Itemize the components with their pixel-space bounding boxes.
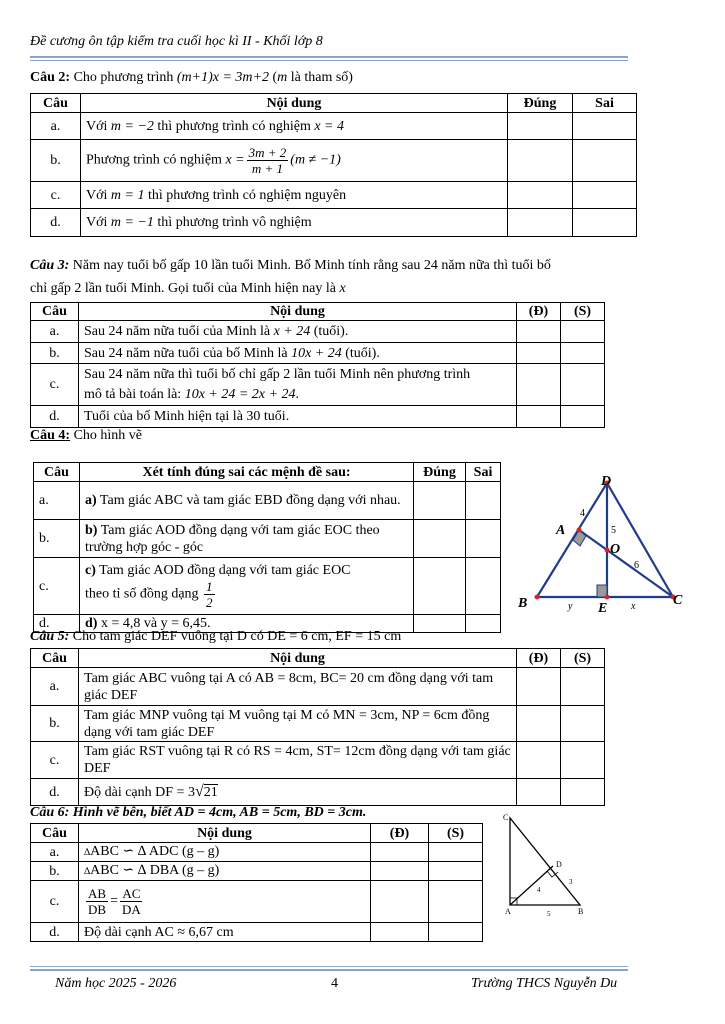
q5-label: Câu 5: bbox=[30, 629, 70, 644]
answer-cell-sai[interactable] bbox=[561, 343, 605, 364]
row-content: $\frac{AB}{DB}$ = $\frac{AC}{DA}$ bbox=[79, 881, 371, 923]
answer-cell-dung[interactable] bbox=[414, 520, 466, 558]
answer-cell-sai[interactable] bbox=[466, 615, 501, 633]
footer-rule-thin bbox=[30, 966, 628, 967]
answer-cell-sai[interactable] bbox=[561, 406, 605, 428]
row-content: Sau 24 năm nữa thì tuổi bố chỉ gấp 2 lần tuổi Minh nên phương trình mô tả bài toán là: 10x + 24 = 2x + 24. bbox=[79, 364, 517, 406]
row-content: Tam giác MNP vuông tại M vuông tại M có MN = 3cm, NP = 6cm đồng dạng với tam giác DEF bbox=[79, 706, 517, 742]
table-row bbox=[31, 862, 483, 881]
q4-prompt bbox=[30, 428, 142, 444]
answer-cell-sai[interactable] bbox=[561, 321, 605, 343]
row-id: d. bbox=[31, 406, 79, 428]
answer-cell-dung[interactable] bbox=[508, 209, 573, 237]
answer-cell-dung[interactable] bbox=[508, 140, 573, 182]
answer-cell-sai[interactable] bbox=[573, 209, 637, 237]
table-row bbox=[34, 482, 501, 520]
answer-cell-sai[interactable] bbox=[573, 182, 637, 209]
q3-line2: chỉ gấp 2 lần tuổi Minh. Gọi tuổi của Minh hiện nay là bbox=[30, 281, 337, 296]
table-row bbox=[31, 364, 605, 406]
answer-cell-sai[interactable] bbox=[561, 668, 605, 706]
q6-header-row bbox=[31, 824, 483, 843]
col-cau: Câu bbox=[31, 303, 79, 321]
side-5: 5 bbox=[547, 910, 551, 918]
row-id: d. bbox=[31, 209, 81, 237]
fraction: $\frac{3m + 2}{m + 1}$ bbox=[248, 145, 287, 176]
row-id: b. bbox=[34, 520, 80, 558]
q3-var: x bbox=[339, 281, 346, 296]
row-id: a. bbox=[31, 321, 79, 343]
row-content: d) x = 4,8 và y = 6,45. bbox=[80, 615, 414, 633]
row-id: d. bbox=[31, 779, 79, 806]
table-row bbox=[31, 779, 605, 806]
col-sai: Sai bbox=[466, 463, 501, 482]
answer-cell-sai[interactable] bbox=[561, 364, 605, 406]
answer-cell-sai[interactable] bbox=[429, 881, 483, 923]
col-sai: (S) bbox=[429, 824, 483, 843]
row-content: Độ dài cạnh AC ≈ 6,67 cm bbox=[79, 923, 371, 942]
footer-rule bbox=[30, 969, 628, 971]
q6-text: Hình vẽ bên, biết AD = 4cm, AB = 5cm, BD = 3cm. bbox=[72, 805, 367, 820]
answer-cell-dung[interactable] bbox=[517, 364, 561, 406]
q4-figure bbox=[510, 470, 690, 620]
col-cau: Câu bbox=[31, 824, 79, 843]
answer-cell-dung[interactable] bbox=[517, 406, 561, 428]
side-y: y bbox=[568, 601, 573, 612]
row-id: b. bbox=[31, 343, 79, 364]
side-4: 4 bbox=[580, 508, 585, 519]
answer-cell-dung[interactable] bbox=[517, 343, 561, 364]
col-cau: Câu bbox=[34, 463, 80, 482]
q4-table bbox=[33, 462, 501, 633]
footer-year: Năm học 2025 - 2026 bbox=[55, 976, 177, 991]
row-content: b) Tam giác AOD đồng dạng với tam giác EOC theo trường hợp góc - góc bbox=[80, 520, 414, 558]
side-4: 4 bbox=[537, 886, 541, 894]
answer-cell-dung[interactable] bbox=[371, 843, 429, 862]
row-id: a. bbox=[31, 113, 81, 140]
table-row bbox=[34, 520, 501, 558]
side-6: 6 bbox=[634, 560, 639, 571]
q2-table bbox=[30, 93, 637, 237]
q2-equation: (m+1)x = 3m+2 bbox=[176, 70, 269, 85]
row-id: a. bbox=[31, 668, 79, 706]
q3-table bbox=[30, 302, 605, 428]
q6-prompt bbox=[30, 805, 366, 821]
row-content: Tuổi của bố Minh hiện tại là 30 tuổi. bbox=[79, 406, 517, 428]
row-content: Với m = −2 thì phương trình có nghiệm x = 4 bbox=[81, 113, 508, 140]
q6-label: Câu 6: bbox=[30, 805, 70, 820]
col-dung: (Đ) bbox=[517, 649, 561, 668]
col-noi-dung: Nội dung bbox=[81, 94, 508, 113]
row-content: c) Tam giác AOD đồng dạng với tam giác EOC theo tỉ số đồng dạng $\frac{1}{2}$ bbox=[80, 558, 414, 615]
label-C: C bbox=[673, 593, 683, 608]
q5-prompt bbox=[30, 629, 401, 645]
label-A: A bbox=[556, 523, 566, 538]
answer-cell-dung[interactable] bbox=[414, 482, 466, 520]
col-noi-dung: Xét tính đúng sai các mệnh đề sau: bbox=[80, 463, 414, 482]
q2-paren: ( bbox=[272, 70, 278, 85]
answer-cell-sai[interactable] bbox=[561, 742, 605, 779]
q2-header-row bbox=[31, 94, 637, 113]
answer-cell-sai[interactable] bbox=[466, 482, 501, 520]
row-id: c. bbox=[31, 742, 79, 779]
side-3: 3 bbox=[569, 878, 573, 886]
label-D: D bbox=[556, 860, 562, 869]
row-id: a. bbox=[31, 843, 79, 862]
row-id: b. bbox=[31, 706, 79, 742]
row-id: a. bbox=[34, 482, 80, 520]
row-id: b. bbox=[31, 862, 79, 881]
col-noi-dung: Nội dung bbox=[79, 303, 517, 321]
footer-school: Trường THCS Nguyễn Du bbox=[471, 976, 618, 991]
label-B: B bbox=[578, 907, 584, 916]
table-row bbox=[34, 558, 501, 615]
q3-header-row bbox=[31, 303, 605, 321]
q4-label: Câu 4: bbox=[30, 428, 71, 443]
page-number: 4 bbox=[331, 976, 338, 991]
table-row bbox=[31, 742, 605, 779]
answer-cell-sai[interactable] bbox=[429, 843, 483, 862]
label-A: A bbox=[505, 907, 511, 916]
q2-prompt bbox=[30, 70, 353, 86]
row-id: c. bbox=[34, 558, 80, 615]
q5-header-row bbox=[31, 649, 605, 668]
answer-cell-sai[interactable] bbox=[573, 140, 637, 182]
row-id: b. bbox=[31, 140, 81, 182]
q6-figure bbox=[495, 810, 595, 920]
label-C: C bbox=[503, 813, 509, 822]
answer-cell-dung[interactable] bbox=[517, 668, 561, 706]
q4-text: Cho hình vẽ bbox=[73, 428, 143, 443]
col-dung: Đúng bbox=[508, 94, 573, 113]
fraction: $\frac{AB}{DB}$ bbox=[88, 886, 107, 917]
answer-cell-dung[interactable] bbox=[371, 862, 429, 881]
row-content: Độ dài cạnh DF = 3√21 bbox=[79, 779, 517, 806]
answer-cell-sai[interactable] bbox=[573, 113, 637, 140]
label-O: O bbox=[610, 542, 621, 557]
label-B: B bbox=[518, 596, 528, 611]
row-content: Sau 24 năm nữa tuổi của bố Minh là 10x + 24 (tuổi). bbox=[79, 343, 517, 364]
col-dung: (Đ) bbox=[371, 824, 429, 843]
row-id: c. bbox=[31, 881, 79, 923]
label-D: D bbox=[601, 474, 612, 489]
table-row bbox=[31, 343, 605, 364]
table-row bbox=[31, 140, 637, 182]
row-content: ∆ABC ∽ ∆ DBA (g – g) bbox=[79, 862, 371, 881]
answer-cell-dung[interactable] bbox=[517, 779, 561, 806]
side-5: 5 bbox=[611, 525, 616, 536]
row-id: d. bbox=[34, 615, 80, 633]
col-dung: (Đ) bbox=[517, 303, 561, 321]
table-row bbox=[31, 182, 637, 209]
col-noi-dung: Nội dung bbox=[79, 649, 517, 668]
table-row bbox=[31, 668, 605, 706]
col-cau: Câu bbox=[31, 649, 79, 668]
header-title: Đề cương ôn tập kiểm tra cuối học kì II - Khối lớp 8 bbox=[30, 34, 323, 49]
answer-cell-dung[interactable] bbox=[517, 706, 561, 742]
q3-prompt bbox=[30, 258, 551, 274]
q2-label: Câu 2: bbox=[30, 70, 71, 85]
q3-label: Câu 3: bbox=[30, 258, 70, 273]
answer-cell-dung[interactable] bbox=[371, 881, 429, 923]
row-content: Tam giác RST vuông tại R có RS = 4cm, ST= 12cm đồng dạng với tam giác DEF bbox=[79, 742, 517, 779]
answer-cell-sai[interactable] bbox=[429, 923, 483, 942]
row-id: c. bbox=[31, 182, 81, 209]
row-id: d. bbox=[31, 923, 79, 942]
q6-table bbox=[30, 823, 483, 942]
answer-cell-dung[interactable] bbox=[517, 321, 561, 343]
answer-cell-sai[interactable] bbox=[466, 558, 501, 615]
q2-text: Cho phương trình bbox=[73, 70, 174, 85]
row-content: Tam giác ABC vuông tại A có AB = 8cm, BC= 20 cm đồng dạng với tam giác DEF bbox=[79, 668, 517, 706]
answer-cell-sai[interactable] bbox=[466, 520, 501, 558]
header-rule-thin bbox=[30, 60, 628, 61]
header-rule bbox=[30, 56, 628, 58]
row-id: c. bbox=[31, 364, 79, 406]
table-row bbox=[31, 209, 637, 237]
col-cau: Câu bbox=[31, 94, 81, 113]
q5-text: Cho tam giác DEF vuông tại D có DE = 6 cm, EF = 15 cm bbox=[72, 629, 402, 644]
table-row bbox=[31, 843, 483, 862]
q5-table bbox=[30, 648, 605, 806]
q4-header-row bbox=[34, 463, 501, 482]
row-content: a) Tam giác ABC và tam giác EBD đồng dạng với nhau. bbox=[80, 482, 414, 520]
answer-cell-dung[interactable] bbox=[517, 742, 561, 779]
answer-cell-dung[interactable] bbox=[508, 113, 573, 140]
label-E: E bbox=[598, 601, 608, 616]
fraction: $\frac{1}{2}$ bbox=[206, 579, 213, 610]
row-content: ∆ABC ∽ ∆ ADC (g – g) bbox=[79, 843, 371, 862]
fraction: $\frac{AC}{DA}$ bbox=[121, 886, 141, 917]
answer-cell-dung[interactable] bbox=[508, 182, 573, 209]
col-sai: (S) bbox=[561, 649, 605, 668]
answer-cell-sai[interactable] bbox=[561, 779, 605, 806]
answer-cell-sai[interactable] bbox=[561, 706, 605, 742]
answer-cell-sai[interactable] bbox=[429, 862, 483, 881]
q2-text-end: là tham số) bbox=[290, 70, 353, 85]
answer-cell-dung[interactable] bbox=[371, 923, 429, 942]
col-sai: Sai bbox=[573, 94, 637, 113]
row-content: Phương trình có nghiệm x = $\frac{3m + 2}{m + 1}$ (m ≠ −1) bbox=[81, 140, 508, 182]
q3-prompt-2 bbox=[30, 281, 346, 297]
side-x: x bbox=[631, 601, 636, 612]
q3-line1: Năm nay tuổi bố gấp 10 lần tuổi Minh. Bố Minh tính rằng sau 24 năm nữa thì tuổi bố bbox=[72, 258, 551, 273]
table-row bbox=[31, 113, 637, 140]
q2-m: m bbox=[277, 70, 288, 85]
row-content: Với m = 1 thì phương trình có nghiệm nguyên bbox=[81, 182, 508, 209]
table-row bbox=[31, 406, 605, 428]
row-content: Sau 24 năm nữa tuổi của Minh là x + 24 (tuổi). bbox=[79, 321, 517, 343]
table-row bbox=[31, 321, 605, 343]
col-dung: Đúng bbox=[414, 463, 466, 482]
answer-cell-dung[interactable] bbox=[414, 558, 466, 615]
row-content: Với m = −1 thì phương trình vô nghiệm bbox=[81, 209, 508, 237]
table-row bbox=[31, 923, 483, 942]
col-sai: (S) bbox=[561, 303, 605, 321]
col-noi-dung: Nội dung bbox=[79, 824, 371, 843]
table-row bbox=[31, 706, 605, 742]
answer-cell-dung[interactable] bbox=[414, 615, 466, 633]
table-row bbox=[31, 881, 483, 923]
